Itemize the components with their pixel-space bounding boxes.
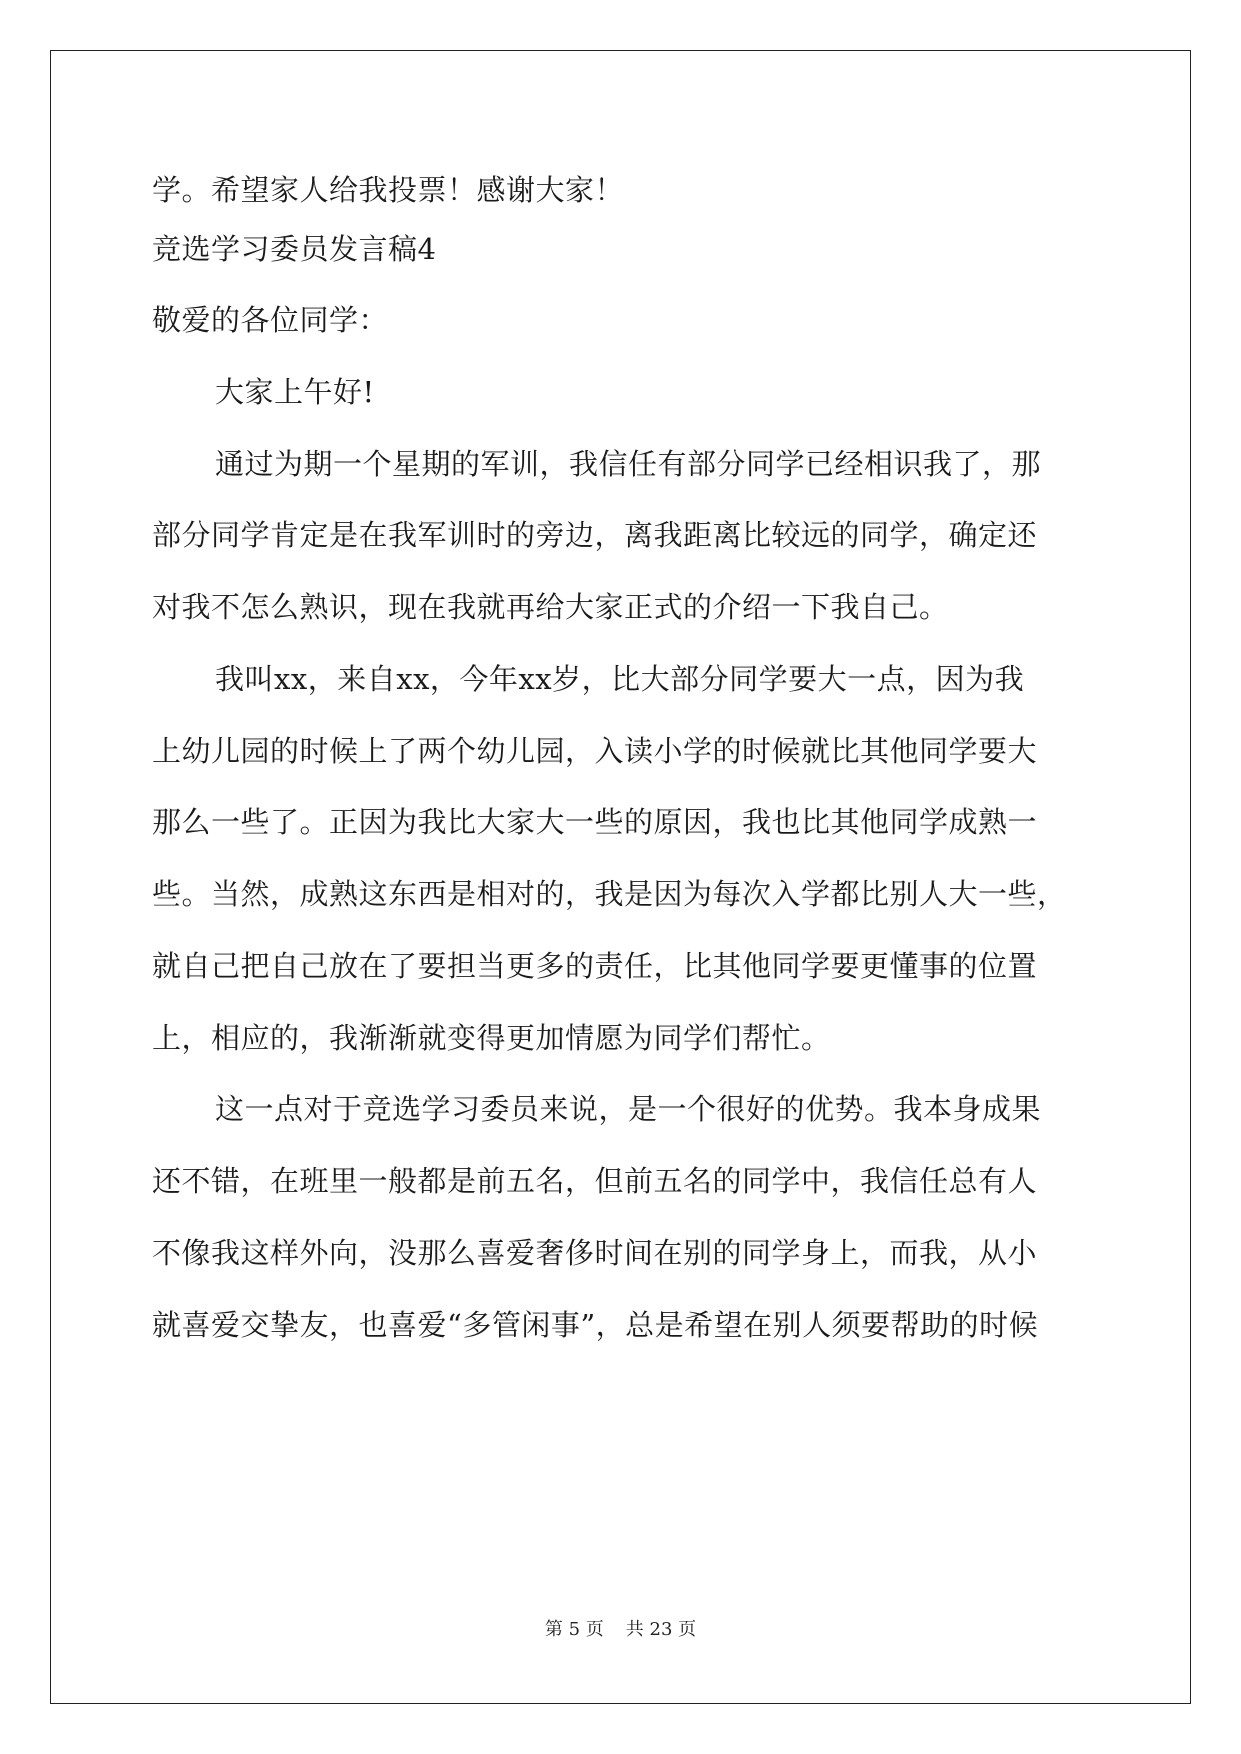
page-number: 第 5 页 <box>544 1619 604 1640</box>
greeting: 大家上午好! <box>215 375 375 409</box>
paragraph-line: 我叫xx，来自xx，今年xx岁，比大部分同学要大一点，因为我 <box>215 662 1025 696</box>
body-line: 学。希望家人给我投票！感谢大家！ <box>152 173 625 207</box>
paragraph-line: 不像我这样外向，没那么喜爱奢侈时间在别的同学身上，而我，从小 <box>152 1236 1038 1270</box>
paragraph-line: 部分同学肯定是在我军训时的旁边，离我距离比较远的同学，确定还 <box>152 518 1038 552</box>
section-heading: 竞选学习委员发言稿4 <box>152 232 437 266</box>
paragraph-line: 上幼儿园的时候上了两个幼儿园，入读小学的时候就比其他同学要大 <box>152 734 1038 768</box>
paragraph-line: 就自己把自己放在了要担当更多的责任，比其他同学要更懂事的位置 <box>152 949 1038 983</box>
paragraph-line: 通过为期一个星期的军训，我信任有部分同学已经相识我了，那 <box>215 447 1042 481</box>
paragraph-line: 上，相应的，我渐渐就变得更加情愿为同学们帮忙。 <box>152 1021 831 1055</box>
salutation: 敬爱的各位同学： <box>152 303 389 337</box>
paragraph-line: 些。当然，成熟这东西是相对的，我是因为每次入学都比别人大一些， <box>152 877 1067 911</box>
page-total: 共 23 页 <box>625 1619 697 1640</box>
paragraph-line: 对我不怎么熟识，现在我就再给大家正式的介绍一下我自己。 <box>152 590 949 624</box>
paragraph-line: 还不错，在班里一般都是前五名，但前五名的同学中，我信任总有人 <box>152 1164 1038 1198</box>
paragraph-line: 这一点对于竞选学习委员来说，是一个很好的优势。我本身成果 <box>215 1092 1042 1126</box>
paragraph-line: 那么一些了。正因为我比大家大一些的原因，我也比其他同学成熟一 <box>152 805 1038 839</box>
page-footer <box>0 1618 1241 1642</box>
paragraph-line: 就喜爱交挚友，也喜爱“多管闲事”，总是希望在别人须要帮助的时候 <box>152 1308 1039 1342</box>
